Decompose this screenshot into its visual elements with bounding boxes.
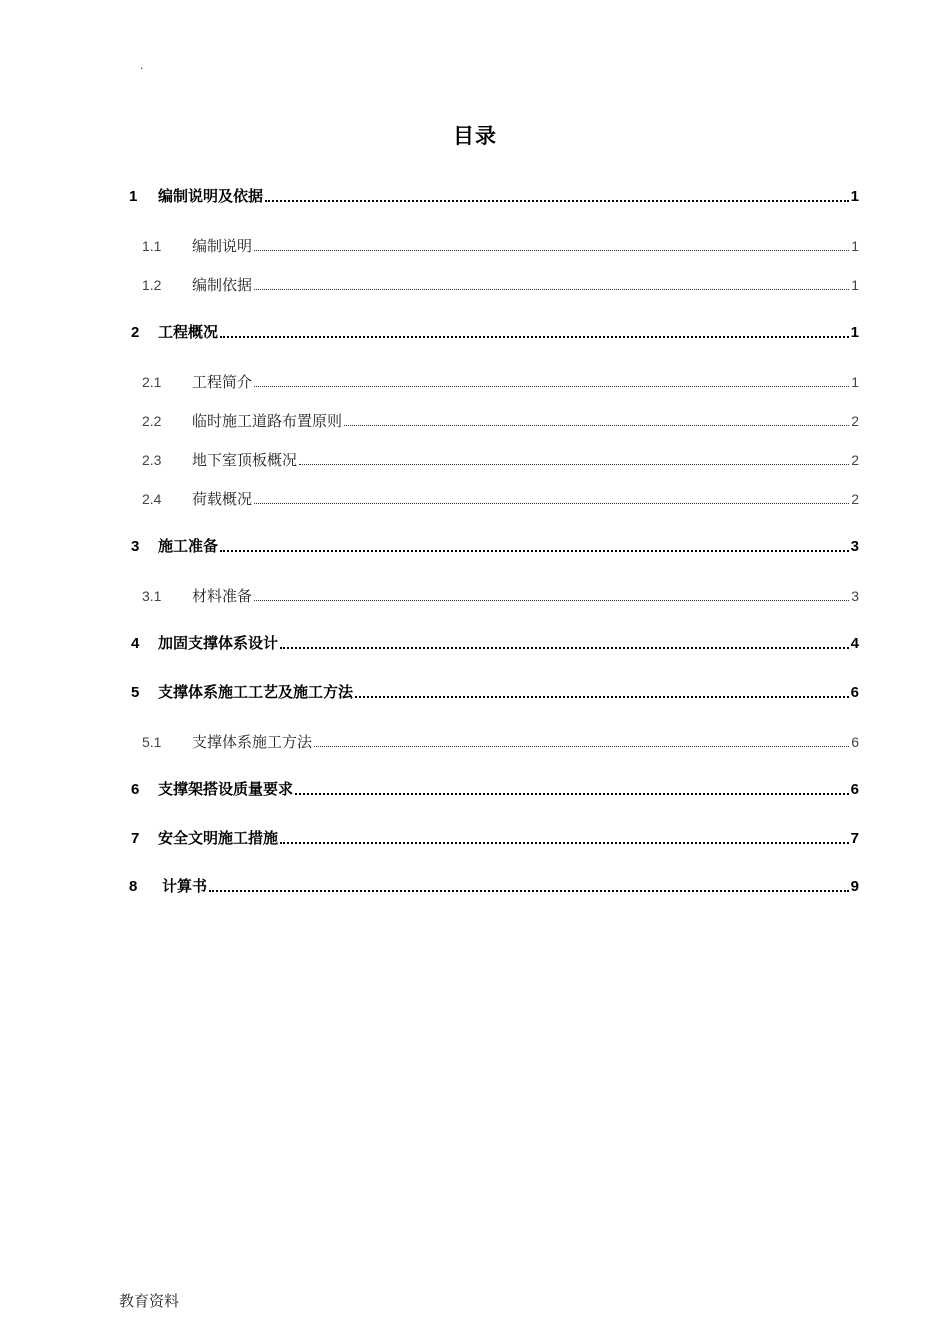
toc-dot-leader	[280, 838, 849, 844]
toc-dot-leader	[295, 789, 849, 795]
toc-entry-number: 4	[131, 635, 140, 652]
toc-entry-label: 支撑体系施工工艺及施工方法	[158, 684, 354, 701]
toc-dot-leader	[254, 596, 849, 601]
toc-dot-leader	[220, 332, 849, 338]
toc-entry-label: 地下室顶板概况	[192, 452, 298, 469]
toc-entry-page: 1	[850, 324, 859, 341]
toc-entry-page: 1	[851, 277, 859, 293]
toc-entry-label: 荷载概况	[192, 491, 253, 508]
toc-entry-number: 8	[129, 878, 138, 895]
toc-dot-leader	[355, 692, 849, 698]
toc-dot-leader	[344, 421, 849, 426]
toc-entry[interactable]	[131, 536, 859, 558]
toc-entry-page: 4	[850, 635, 859, 652]
toc-entry[interactable]	[142, 371, 859, 393]
toc-entry-label: 计算书	[162, 878, 208, 895]
toc-entry-number: 3	[131, 538, 140, 555]
toc-entry-page: 6	[851, 734, 859, 750]
toc-entry-page: 1	[850, 188, 859, 205]
toc-entry-label: 安全文明施工措施	[158, 830, 279, 847]
toc-entry-number: 7	[131, 830, 140, 847]
toc-entry-number: 2.3	[142, 452, 162, 468]
toc-entry-number: 1.2	[142, 277, 162, 293]
toc-entry-number: 2	[131, 324, 140, 341]
toc-entry-number: 1	[129, 188, 138, 205]
toc-entry-page: 6	[850, 781, 859, 798]
toc-entry-page: 1	[851, 238, 859, 254]
toc-entry-page: 6	[850, 684, 859, 701]
toc-entry[interactable]	[131, 779, 859, 801]
toc-dot-leader	[265, 196, 849, 202]
toc-dot-leader	[209, 886, 849, 892]
toc-entry[interactable]	[142, 731, 859, 753]
toc-entry-number: 3.1	[142, 588, 162, 604]
page-title: 目录	[453, 125, 497, 148]
toc-dot-leader	[280, 643, 849, 649]
toc-entry-label: 临时施工道路布置原则	[192, 413, 343, 430]
toc-entry-number: 2.2	[142, 413, 162, 429]
toc-entry-label: 施工准备	[158, 538, 219, 555]
toc-entry-number: 1.1	[142, 238, 162, 254]
toc-entry-number: 6	[131, 781, 140, 798]
toc-entry-label: 支撑体系施工方法	[192, 734, 313, 751]
toc-entry-label: 工程简介	[192, 374, 253, 391]
toc-entry-label: 支撑架搭设质量要求	[158, 781, 294, 798]
toc-entry[interactable]	[131, 828, 859, 850]
toc-entry-number: 2.1	[142, 374, 162, 390]
toc-entry[interactable]	[142, 488, 859, 510]
toc-entry[interactable]	[129, 186, 859, 208]
toc-entry-label: 工程概况	[158, 324, 219, 341]
toc-dot-leader	[254, 246, 849, 251]
toc-dot-leader	[254, 382, 849, 387]
toc-entry-page: 2	[851, 413, 859, 429]
toc-entry-number: 5.1	[142, 734, 162, 750]
toc-entry-page: 2	[851, 452, 859, 468]
toc-entry-page: 1	[851, 374, 859, 390]
toc-entry-page: 3	[851, 588, 859, 604]
footer-text: 教育资料	[119, 1293, 180, 1310]
toc-entry-label: 加固支撑体系设计	[158, 635, 279, 652]
toc-entry-label: 编制说明及依据	[158, 188, 264, 205]
toc-dot-leader	[299, 460, 849, 465]
header-mark: .	[140, 58, 144, 72]
toc-entry[interactable]	[131, 682, 859, 704]
toc-entry[interactable]	[142, 585, 859, 607]
toc-entry[interactable]	[131, 322, 859, 344]
toc-entry[interactable]	[142, 235, 859, 257]
toc-entry-label: 编制说明	[192, 238, 253, 255]
toc-entry-label: 材料准备	[192, 588, 253, 605]
toc-entry-label: 编制依据	[192, 277, 253, 294]
toc-entry[interactable]	[142, 449, 859, 471]
toc-entry[interactable]	[142, 410, 859, 432]
toc-entry[interactable]	[129, 876, 859, 898]
toc-entry[interactable]	[142, 274, 859, 296]
toc-dot-leader	[254, 499, 849, 504]
toc-dot-leader	[254, 285, 849, 290]
toc-dot-leader	[314, 742, 849, 747]
toc-entry-number: 5	[131, 684, 140, 701]
toc-dot-leader	[220, 546, 849, 552]
toc-entry-page: 2	[851, 491, 859, 507]
toc-entry-page: 3	[850, 538, 859, 555]
toc-entry-page: 9	[850, 878, 859, 895]
toc-entry-page: 7	[850, 830, 859, 847]
toc-entry-number: 2.4	[142, 491, 162, 507]
toc-entry[interactable]	[131, 633, 859, 655]
